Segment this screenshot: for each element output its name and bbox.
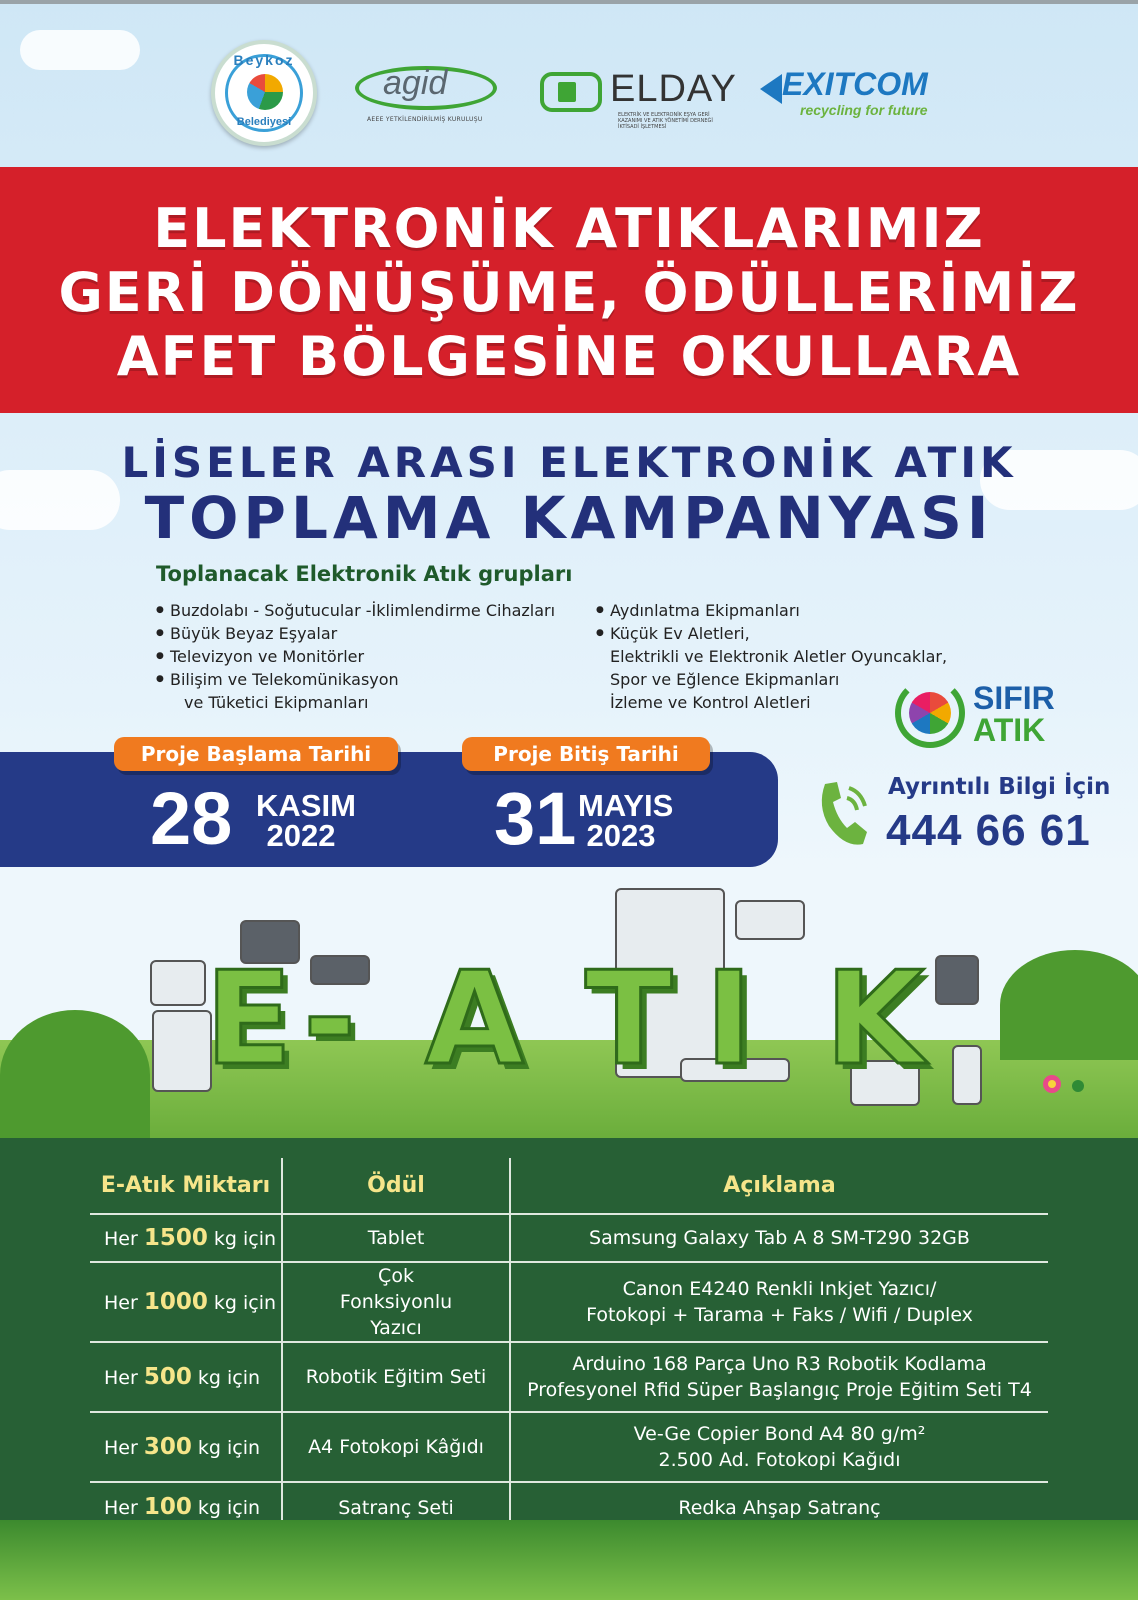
campaign-title: TOPLAMA KAMPANYASI bbox=[144, 484, 994, 552]
logo-emblem bbox=[247, 74, 283, 110]
prize-cell: A4 Fotokopi Kâğıdı bbox=[282, 1412, 510, 1482]
bush bbox=[1000, 950, 1138, 1060]
amount-cell: Her 100 kg için bbox=[104, 1494, 261, 1520]
letter-e: E bbox=[205, 945, 293, 1094]
list-item: ● Televizyon ve Monitörler bbox=[170, 645, 555, 668]
prize-cell: Tablet bbox=[282, 1214, 510, 1262]
belediyesi-logo-text: Belediyesi bbox=[236, 116, 292, 128]
exitcom-logo bbox=[760, 66, 940, 126]
headline-line-1: ELEKTRONİK ATIKLARIMIZ bbox=[153, 197, 985, 260]
amount-cell: Her 500 kg için bbox=[90, 1342, 282, 1412]
prize-cell: Çok Fonksiyonlu Yazıcı bbox=[282, 1262, 510, 1342]
arrow-icon bbox=[760, 74, 782, 104]
list-item: ● Buzdolabı - Soğutucular -İklimlendirme Cihazları bbox=[170, 599, 555, 622]
table-row bbox=[90, 1262, 1048, 1342]
partner-logos bbox=[0, 38, 1138, 148]
table-header-row bbox=[90, 1158, 1048, 1214]
amount-cell: Her 300 kg için bbox=[90, 1412, 282, 1482]
description-cell: Redka Ahşap Satranç bbox=[510, 1482, 1048, 1532]
end-day: 31 bbox=[494, 777, 577, 860]
plug-icon bbox=[540, 72, 602, 112]
game-controller-device bbox=[735, 900, 805, 940]
letter-a: A bbox=[425, 945, 525, 1094]
letter-i: I bbox=[705, 945, 753, 1094]
col-header-prize: Ödül bbox=[282, 1158, 510, 1214]
elday-subtitle: ELEKTRİK VE ELEKTRONİK EŞYA GERİ KAZANIMI VE ATIK YÖNETİMİ DERNEĞİ İKTİSADİ İŞLETMESİ bbox=[618, 112, 713, 130]
exitcom-slogan: recycling for future bbox=[800, 102, 928, 118]
e-atik-word bbox=[205, 945, 995, 1094]
agid-logo bbox=[355, 66, 505, 126]
amount-cell: Her 1000 kg için bbox=[90, 1262, 282, 1342]
atik-text: ATIK bbox=[973, 712, 1046, 748]
description-cell: Samsung Galaxy Tab A 8 SM-T290 32GB bbox=[510, 1214, 1048, 1262]
start-day: 28 bbox=[150, 777, 233, 860]
end-year: 2023 bbox=[586, 818, 656, 853]
start-year: 2022 bbox=[266, 818, 336, 853]
prize-cell: Satranç Seti bbox=[282, 1482, 510, 1532]
start-date-label: Proje Başlama Tarihi bbox=[114, 737, 398, 771]
elday-logo-text: ELDAY bbox=[610, 68, 737, 110]
contact-phone: 444 66 61 bbox=[886, 806, 1091, 855]
headline-line-3: AFET BÖLGESİNE OKULLARA bbox=[116, 325, 1022, 388]
amount-cell: Her 1500 kg için bbox=[90, 1214, 282, 1262]
list-item: ● Büyük Beyaz Eşyalar bbox=[170, 622, 555, 645]
table-row bbox=[90, 1342, 1048, 1412]
phone-icon bbox=[815, 778, 871, 848]
description-cell: Canon E4240 Renkli Inkjet Yazıcı/ Fotokopi + Tarama + Faks / Wifi / Duplex bbox=[510, 1262, 1048, 1342]
letter-t: T bbox=[585, 945, 673, 1094]
groups-list-left bbox=[170, 599, 555, 714]
sifir-atik-logo bbox=[895, 678, 1055, 750]
end-month: MAYIS bbox=[578, 788, 674, 823]
bush bbox=[0, 1010, 150, 1140]
description-cell: Ve-Ge Copier Bond A4 80 g/m² 2.500 Ad. Fotokopi Kağıdı bbox=[510, 1412, 1048, 1482]
radio-device bbox=[150, 960, 206, 1006]
agid-logo-text: agid bbox=[383, 64, 448, 102]
elday-logo bbox=[540, 68, 740, 128]
col-header-amount: E-Atık Miktarı bbox=[90, 1158, 282, 1214]
list-item: ● Aydınlatma Ekipmanları bbox=[610, 599, 947, 622]
campaign-subtitle: LİSELER ARASI ELEKTRONİK ATIK bbox=[121, 438, 1017, 487]
headline-line-2: GERİ DÖNÜŞÜME, ÖDÜLLERİMİZ bbox=[58, 261, 1080, 324]
start-month: KASIM bbox=[256, 788, 356, 823]
beykoz-logo-text: Beykoz bbox=[233, 52, 295, 68]
list-item: ● Bilişim ve Telekomünikasyon bbox=[170, 668, 555, 691]
oven-device bbox=[152, 1010, 212, 1092]
flower-icon bbox=[1030, 1062, 1090, 1112]
groups-heading: Toplanacak Elektronik Atık grupları bbox=[156, 562, 573, 586]
letter-dash: - bbox=[303, 945, 357, 1094]
beykoz-belediyesi-logo bbox=[211, 40, 317, 146]
flower-icon bbox=[909, 692, 951, 734]
contact-label: Ayrıntılı Bilgi İçin bbox=[888, 774, 1111, 800]
exitcom-logo-text: EXITCOM bbox=[782, 66, 928, 102]
letter-k: K bbox=[825, 945, 925, 1094]
col-header-description: Açıklama bbox=[510, 1158, 1048, 1214]
agid-subtitle: AEEE YETKİLENDİRİLMİŞ KURULUŞU bbox=[367, 116, 483, 123]
table-row bbox=[90, 1412, 1048, 1482]
list-item: ● Küçük Ev Aletleri, bbox=[610, 622, 947, 645]
list-item: Spor ve Eğlence Ekipmanları bbox=[610, 670, 840, 689]
footer-grass bbox=[0, 1520, 1138, 1600]
headline-banner bbox=[0, 167, 1138, 413]
end-date-label: Proje Bitiş Tarihi bbox=[462, 737, 710, 771]
prize-cell: Robotik Eğitim Seti bbox=[282, 1342, 510, 1412]
list-item: ve Tüketici Ekipmanları bbox=[184, 693, 369, 712]
list-item: Elektrikli ve Elektronik Aletler Oyuncaklar, bbox=[610, 647, 948, 666]
list-item: İzleme ve Kontrol Aletleri bbox=[610, 693, 811, 712]
top-border bbox=[0, 0, 1138, 4]
table-row bbox=[90, 1214, 1048, 1262]
rewards-table bbox=[90, 1158, 1048, 1532]
description-cell: Arduino 168 Parça Uno R3 Robotik Kodlama Profesyonel Rfid Süper Başlangıç Proje Eğitim Seti T4 bbox=[510, 1342, 1048, 1412]
sifir-text: SIFIR bbox=[973, 680, 1055, 716]
